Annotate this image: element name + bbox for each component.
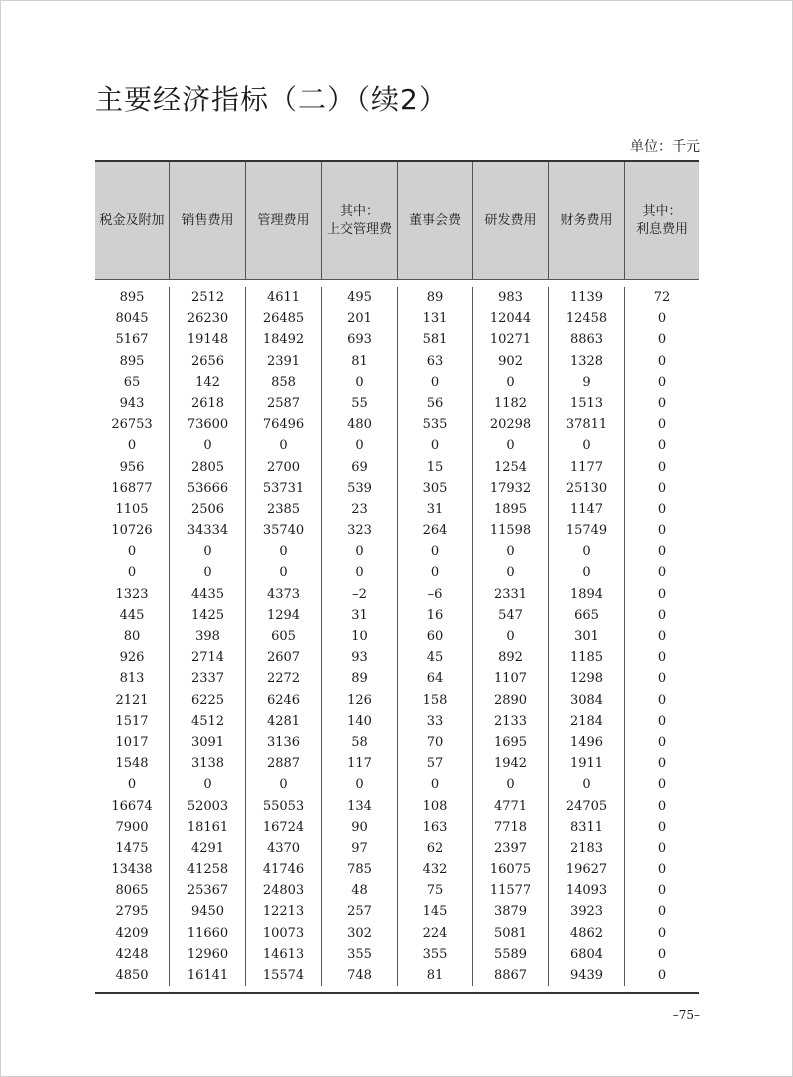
table-cell: 2805 bbox=[190, 459, 225, 475]
table-cell: 20298 bbox=[489, 417, 532, 433]
table-cell: 2700 bbox=[266, 459, 301, 475]
table-cell: 11577 bbox=[489, 883, 532, 899]
table-cell: 1298 bbox=[569, 671, 604, 687]
table-cell: 2184 bbox=[569, 713, 604, 729]
table-column bbox=[398, 287, 473, 986]
table-cell: 0 bbox=[506, 374, 515, 390]
table-cell: 3084 bbox=[569, 692, 604, 708]
table-cell: 69 bbox=[351, 459, 368, 475]
table-cell: 943 bbox=[119, 395, 145, 411]
table-cell: 55 bbox=[351, 395, 368, 411]
table-cell: 0 bbox=[657, 692, 667, 708]
table-cell: 0 bbox=[657, 607, 667, 623]
table-column bbox=[625, 287, 699, 986]
table-cell: 97 bbox=[351, 840, 368, 856]
table-cell: 0 bbox=[657, 586, 667, 602]
table-cell: 80 bbox=[123, 629, 141, 644]
table-cell: 12960 bbox=[186, 946, 229, 962]
table-cell: 355 bbox=[422, 946, 448, 962]
table-cell: 0 bbox=[657, 713, 667, 729]
table-cell: 11598 bbox=[489, 523, 532, 539]
table-cell: 748 bbox=[347, 968, 372, 983]
table-cell: 15574 bbox=[262, 968, 305, 983]
table-cell: 117 bbox=[347, 756, 372, 772]
table-cell: 4370 bbox=[266, 840, 301, 856]
table-cell: 5589 bbox=[493, 946, 528, 962]
table-cell: 902 bbox=[498, 353, 523, 369]
table-cell: 4512 bbox=[190, 713, 225, 729]
table-cell: 1517 bbox=[115, 713, 149, 729]
table-cell: 62 bbox=[426, 840, 444, 856]
table-cell: 45 bbox=[426, 650, 444, 666]
table-cell: 4850 bbox=[115, 968, 149, 983]
table-cell: 2272 bbox=[266, 671, 301, 687]
column-header: 税金及附加 bbox=[95, 162, 170, 279]
table-cell: 0 bbox=[657, 544, 667, 560]
table-cell: 0 bbox=[582, 438, 591, 454]
table-cell: 17932 bbox=[489, 480, 532, 496]
table-cell: 1942 bbox=[493, 756, 528, 772]
table-cell: 2133 bbox=[493, 713, 528, 729]
table-cell: 1107 bbox=[493, 671, 528, 687]
table-cell: 2506 bbox=[190, 501, 225, 517]
table-cell: 0 bbox=[355, 438, 364, 454]
table-cell: 26485 bbox=[262, 311, 305, 327]
table-cell: 19148 bbox=[186, 332, 229, 348]
table-cell: 480 bbox=[347, 417, 372, 433]
table-cell: 18492 bbox=[262, 332, 305, 348]
table-cell: 158 bbox=[422, 692, 448, 708]
table-cell: 0 bbox=[506, 438, 515, 454]
table-cell: 1911 bbox=[569, 756, 604, 772]
table-cell: 37811 bbox=[565, 417, 608, 433]
table-cell: 140 bbox=[347, 713, 372, 729]
table-cell: 0 bbox=[355, 374, 364, 390]
table-cell: 23 bbox=[351, 501, 368, 517]
table-cell: 0 bbox=[127, 544, 137, 560]
table-cell: 31 bbox=[351, 607, 368, 623]
table-cell: 665 bbox=[574, 607, 599, 623]
column-header: 董事会费 bbox=[398, 162, 473, 279]
table-cell: 4611 bbox=[266, 290, 301, 305]
table-cell: 142 bbox=[195, 374, 220, 390]
table-cell: 26753 bbox=[111, 417, 153, 433]
table-cell: 60 bbox=[426, 629, 444, 644]
table-cell: 301 bbox=[574, 629, 599, 644]
table-cell: 2183 bbox=[569, 840, 604, 856]
table-cell: 1695 bbox=[493, 734, 528, 750]
table-cell: 41746 bbox=[262, 862, 305, 878]
table-cell: 19627 bbox=[565, 862, 608, 878]
table-cell: 145 bbox=[422, 904, 448, 920]
table-cell: 108 bbox=[422, 798, 448, 814]
table-cell: 0 bbox=[582, 777, 591, 793]
table-cell: 1548 bbox=[115, 756, 149, 772]
table-cell: 1513 bbox=[569, 395, 604, 411]
table-cell: 41258 bbox=[186, 862, 229, 878]
table-cell: 72 bbox=[653, 290, 671, 305]
table-cell: 257 bbox=[347, 904, 372, 920]
table-cell: 9450 bbox=[190, 904, 225, 920]
table-cell: 8065 bbox=[115, 883, 149, 899]
table-column bbox=[549, 287, 625, 986]
table-cell: 355 bbox=[347, 946, 372, 962]
table-cell: 2397 bbox=[493, 840, 528, 856]
table-cell: 163 bbox=[422, 819, 448, 835]
table-cell: 0 bbox=[657, 925, 667, 941]
table-cell: 0 bbox=[657, 332, 667, 348]
table-cell: 2512 bbox=[190, 290, 225, 305]
table-cell: 52003 bbox=[186, 798, 229, 814]
table-cell: 75 bbox=[426, 883, 444, 899]
table-cell: 4291 bbox=[190, 840, 225, 856]
table-cell: 4435 bbox=[190, 586, 225, 602]
table-cell: 4248 bbox=[115, 946, 149, 962]
table-cell: 0 bbox=[657, 417, 667, 433]
table-cell: 10073 bbox=[262, 925, 305, 941]
table-cell: 1139 bbox=[569, 290, 604, 305]
table-cell: 0 bbox=[127, 438, 137, 454]
table-cell: 0 bbox=[355, 565, 364, 581]
table-cell: 0 bbox=[657, 629, 667, 644]
table-cell: 892 bbox=[498, 650, 523, 666]
table-cell: 1323 bbox=[115, 586, 149, 602]
table-cell: 4373 bbox=[266, 586, 301, 602]
table-cell: 0 bbox=[203, 565, 212, 581]
table-body bbox=[95, 280, 699, 994]
table-cell: 5081 bbox=[493, 925, 528, 941]
table-cell: 9 bbox=[582, 374, 591, 390]
table-cell: 264 bbox=[422, 523, 448, 539]
table-cell: 539 bbox=[347, 480, 372, 496]
table-cell: 2331 bbox=[493, 586, 528, 602]
table-cell: 2890 bbox=[493, 692, 528, 708]
table-cell: 89 bbox=[351, 671, 368, 687]
table-cell: 10271 bbox=[489, 332, 532, 348]
table-cell: 0 bbox=[506, 777, 515, 793]
table-cell: 535 bbox=[422, 417, 448, 433]
table-cell: 201 bbox=[347, 311, 372, 327]
table-cell: 81 bbox=[351, 353, 368, 369]
table-cell: 63 bbox=[426, 353, 444, 369]
table-cell: 0 bbox=[657, 565, 667, 581]
table-cell: 0 bbox=[506, 565, 515, 581]
table-cell: 15749 bbox=[565, 523, 608, 539]
table-cell: 2121 bbox=[115, 692, 149, 708]
table-cell: 2337 bbox=[190, 671, 225, 687]
table-cell: 3879 bbox=[493, 904, 528, 920]
table-cell: 0 bbox=[657, 883, 667, 899]
table-cell: 3923 bbox=[569, 904, 604, 920]
table-cell: 302 bbox=[347, 925, 372, 941]
table-cell: 0 bbox=[279, 565, 288, 581]
table-cell: 57 bbox=[426, 756, 444, 772]
table-cell: 858 bbox=[271, 374, 296, 390]
table-cell: 0 bbox=[582, 544, 591, 560]
table-cell: 1425 bbox=[190, 607, 225, 623]
table-cell: 6246 bbox=[266, 692, 301, 708]
table-cell: 0 bbox=[657, 374, 667, 390]
table-cell: 445 bbox=[119, 607, 145, 623]
column-header: 其中： 利息费用 bbox=[635, 203, 688, 237]
table-cell: 1185 bbox=[569, 650, 604, 666]
table-cell: 7718 bbox=[493, 819, 528, 835]
table-cell: 0 bbox=[657, 734, 667, 750]
table-cell: 2607 bbox=[266, 650, 301, 666]
table-column bbox=[170, 287, 246, 986]
table-cell: 90 bbox=[351, 819, 368, 835]
table-cell: 1105 bbox=[115, 501, 149, 517]
table-cell: 8045 bbox=[115, 311, 149, 327]
table-column bbox=[246, 287, 322, 986]
table-cell: 35740 bbox=[262, 523, 305, 539]
table-cell: 0 bbox=[430, 438, 440, 454]
table-cell: 14093 bbox=[565, 883, 608, 899]
table-cell: 24803 bbox=[262, 883, 305, 899]
table-cell: 2587 bbox=[266, 395, 301, 411]
table-cell: 0 bbox=[657, 480, 667, 496]
table-cell: 1254 bbox=[493, 459, 528, 475]
page-title: 主要经济指标（二）（续2） bbox=[95, 83, 448, 116]
table-cell: 56 bbox=[426, 395, 444, 411]
table-cell: 983 bbox=[498, 290, 523, 305]
table-cell: 0 bbox=[657, 904, 667, 920]
table-cell: 3138 bbox=[190, 756, 225, 772]
table-cell: 73600 bbox=[186, 417, 229, 433]
table-cell: 53731 bbox=[262, 480, 305, 496]
table-cell: 93 bbox=[351, 650, 368, 666]
table-cell: 0 bbox=[506, 629, 515, 644]
table-cell: 16724 bbox=[262, 819, 305, 835]
table-cell: 126 bbox=[347, 692, 372, 708]
table-cell: 813 bbox=[119, 671, 145, 687]
table-cell: 432 bbox=[422, 862, 448, 878]
table-cell: 12213 bbox=[262, 904, 305, 920]
table-cell: 0 bbox=[203, 544, 212, 560]
table-header bbox=[95, 160, 699, 280]
table-cell: 0 bbox=[657, 650, 667, 666]
table-cell: 34334 bbox=[186, 523, 229, 539]
table-cell: 0 bbox=[127, 565, 137, 581]
table-column bbox=[473, 287, 549, 986]
table-cell: 4771 bbox=[493, 798, 528, 814]
table-cell: 16075 bbox=[489, 862, 532, 878]
table-cell: –6 bbox=[427, 586, 443, 602]
table-cell: 0 bbox=[657, 756, 667, 772]
table-cell: 0 bbox=[657, 968, 667, 983]
table-cell: 55053 bbox=[262, 798, 305, 814]
table-cell: 1182 bbox=[493, 395, 528, 411]
table-cell: 131 bbox=[422, 311, 448, 327]
table-cell: 12044 bbox=[489, 311, 532, 327]
table-cell: 1017 bbox=[115, 734, 149, 750]
table-cell: 0 bbox=[657, 798, 667, 814]
table-cell: 0 bbox=[657, 671, 667, 687]
table-cell: 48 bbox=[351, 883, 368, 899]
table-cell: 2887 bbox=[266, 756, 301, 772]
table-cell: 4862 bbox=[569, 925, 604, 941]
table-cell: 18161 bbox=[186, 819, 229, 835]
data-table bbox=[95, 160, 699, 994]
column-header: 研发费用 bbox=[473, 162, 549, 279]
table-cell: 1294 bbox=[266, 607, 301, 623]
table-cell: 2714 bbox=[190, 650, 225, 666]
table-cell: 0 bbox=[279, 777, 288, 793]
table-cell: 16 bbox=[426, 607, 444, 623]
table-cell: 65 bbox=[123, 374, 141, 390]
table-cell: 1147 bbox=[569, 501, 604, 517]
table-cell: 14613 bbox=[262, 946, 305, 962]
table-cell: 0 bbox=[127, 777, 137, 793]
table-cell: 25367 bbox=[186, 883, 229, 899]
table-cell: 0 bbox=[430, 565, 440, 581]
table-cell: 0 bbox=[203, 777, 212, 793]
table-cell: 16877 bbox=[111, 480, 153, 496]
table-cell: 11660 bbox=[186, 925, 229, 941]
table-cell: 134 bbox=[347, 798, 372, 814]
table-cell: 2656 bbox=[190, 353, 225, 369]
table-cell: 4281 bbox=[266, 713, 301, 729]
table-cell: 89 bbox=[426, 290, 444, 305]
table-cell: 224 bbox=[422, 925, 448, 941]
table-cell: 305 bbox=[422, 480, 448, 496]
table-column bbox=[95, 287, 170, 986]
table-cell: 2391 bbox=[266, 353, 301, 369]
table-cell: 0 bbox=[657, 523, 667, 539]
table-cell: 895 bbox=[119, 290, 145, 305]
table-cell: 0 bbox=[657, 353, 667, 369]
table-cell: 495 bbox=[347, 290, 372, 305]
table-cell: 5167 bbox=[115, 332, 149, 348]
column-header: 销售费用 bbox=[170, 162, 246, 279]
table-cell: 2385 bbox=[266, 501, 301, 517]
table-cell: 547 bbox=[498, 607, 523, 623]
table-cell: 956 bbox=[119, 459, 145, 475]
table-cell: 12458 bbox=[565, 311, 608, 327]
table-cell: 3136 bbox=[266, 734, 301, 750]
table-cell: 0 bbox=[657, 459, 667, 475]
table-cell: 0 bbox=[203, 438, 212, 454]
table-cell: 10 bbox=[351, 629, 368, 644]
table-cell: 0 bbox=[657, 946, 667, 962]
table-cell: 16141 bbox=[186, 968, 229, 983]
table-cell: –2 bbox=[352, 586, 367, 602]
table-cell: 25130 bbox=[565, 480, 608, 496]
table-cell: 8867 bbox=[493, 968, 528, 983]
table-cell: 0 bbox=[657, 311, 667, 327]
table-cell: 70 bbox=[426, 734, 444, 750]
table-cell: 13438 bbox=[111, 862, 153, 878]
table-cell: 15 bbox=[426, 459, 444, 475]
table-cell: 53666 bbox=[186, 480, 229, 496]
unit-label: 单位：千元 bbox=[630, 139, 700, 155]
table-cell: 0 bbox=[657, 501, 667, 517]
table-cell: 0 bbox=[430, 777, 440, 793]
table-cell: 895 bbox=[119, 353, 145, 369]
table-cell: 2795 bbox=[115, 904, 149, 920]
table-cell: 693 bbox=[347, 332, 372, 348]
table-cell: 581 bbox=[422, 332, 448, 348]
table-cell: 926 bbox=[119, 650, 145, 666]
table-cell: 0 bbox=[657, 819, 667, 835]
table-cell: 0 bbox=[430, 544, 440, 560]
table-cell: 785 bbox=[347, 862, 372, 878]
column-header: 管理费用 bbox=[246, 162, 322, 279]
table-column bbox=[322, 287, 398, 986]
table-cell: 7900 bbox=[115, 819, 149, 835]
table-cell: 8311 bbox=[569, 819, 604, 835]
table-cell: 0 bbox=[657, 840, 667, 856]
table-cell: 1894 bbox=[569, 586, 604, 602]
table-cell: 6225 bbox=[190, 692, 225, 708]
table-cell: 0 bbox=[657, 438, 667, 454]
table-cell: 31 bbox=[426, 501, 444, 517]
table-cell: 0 bbox=[657, 395, 667, 411]
table-cell: 0 bbox=[279, 438, 288, 454]
table-cell: 76496 bbox=[262, 417, 305, 433]
table-cell: 0 bbox=[657, 862, 667, 878]
table-cell: 0 bbox=[582, 565, 591, 581]
table-cell: 1328 bbox=[569, 353, 604, 369]
column-header: 财务费用 bbox=[549, 162, 625, 279]
table-cell: 8863 bbox=[569, 332, 604, 348]
table-cell: 0 bbox=[279, 544, 288, 560]
table-cell: 1475 bbox=[115, 840, 149, 856]
table-cell: 398 bbox=[195, 629, 220, 644]
table-cell: 0 bbox=[657, 777, 667, 793]
table-cell: 1496 bbox=[569, 734, 604, 750]
table-cell: 26230 bbox=[186, 311, 229, 327]
table-cell: 81 bbox=[426, 968, 444, 983]
table-cell: 2618 bbox=[190, 395, 225, 411]
table-cell: 64 bbox=[426, 671, 444, 687]
table-cell: 10726 bbox=[111, 523, 153, 539]
table-cell: 58 bbox=[351, 734, 368, 750]
table-cell: 323 bbox=[347, 523, 372, 539]
table-cell: 0 bbox=[430, 374, 440, 390]
table-cell: 3091 bbox=[190, 734, 225, 750]
table-cell: 605 bbox=[271, 629, 296, 644]
table-cell: 16674 bbox=[111, 798, 153, 814]
table-cell: 1177 bbox=[569, 459, 604, 475]
page-number: –75– bbox=[672, 1008, 700, 1022]
table-cell: 0 bbox=[355, 544, 364, 560]
column-header: 其中： 上交管理费 bbox=[322, 162, 398, 279]
table-cell: 0 bbox=[355, 777, 364, 793]
table-cell: 4209 bbox=[115, 925, 149, 941]
table-cell: 1895 bbox=[493, 501, 528, 517]
table-cell: 0 bbox=[506, 544, 515, 560]
table-cell: 9439 bbox=[569, 968, 604, 983]
table-cell: 24705 bbox=[565, 798, 608, 814]
table-cell: 6804 bbox=[569, 946, 604, 962]
table-cell: 33 bbox=[426, 713, 444, 729]
